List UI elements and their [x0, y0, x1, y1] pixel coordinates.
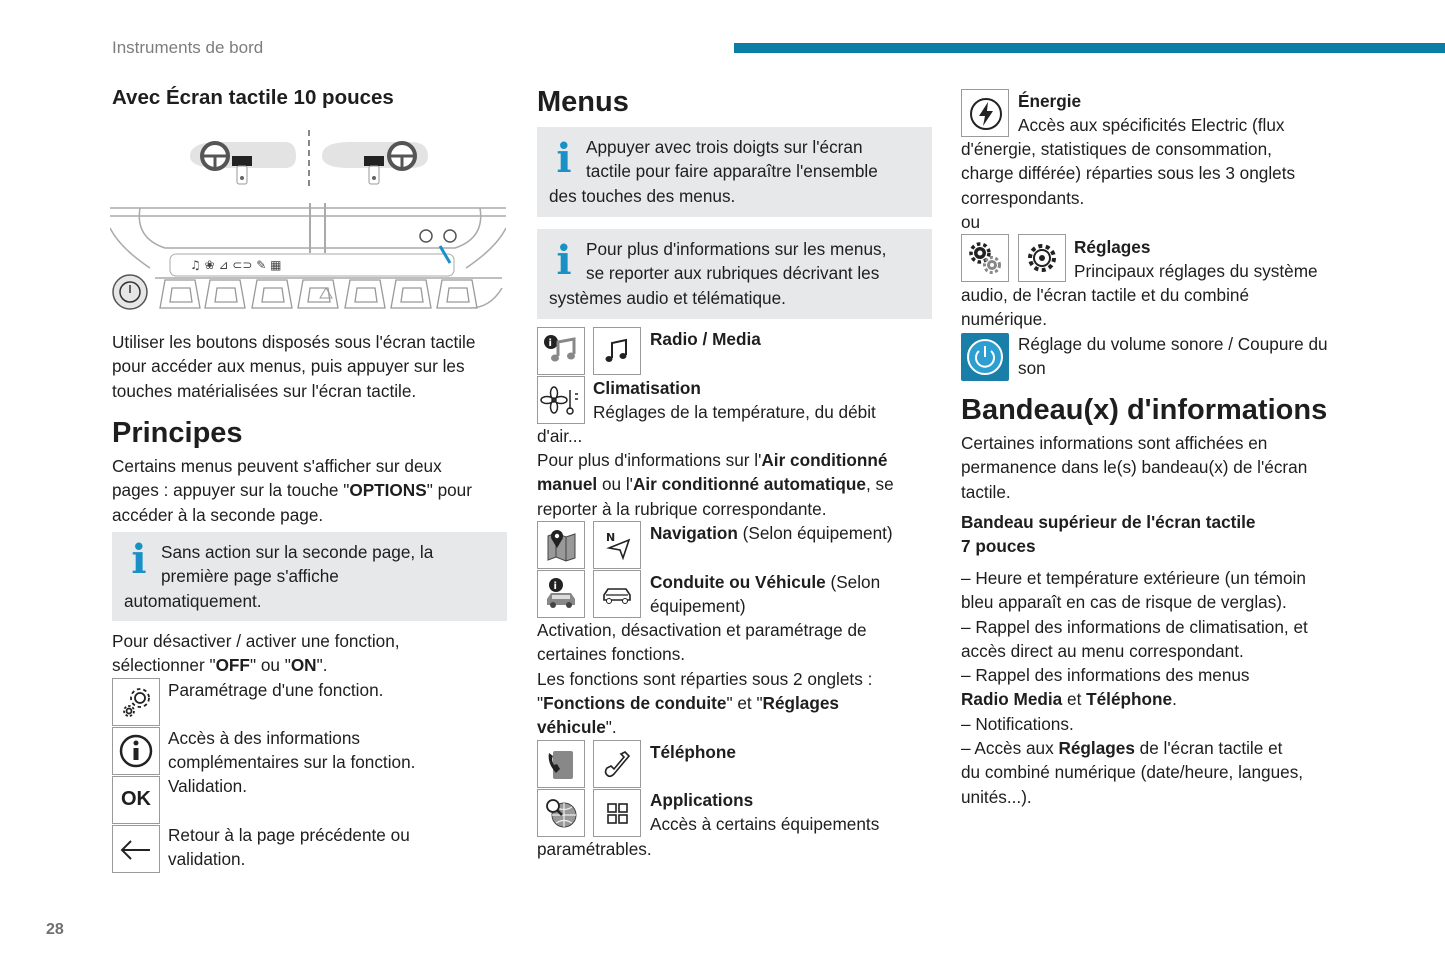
info-box-second-page: i Sans action sur la seconde page, la première page s'affiche automatiquement. [112, 532, 507, 621]
icon-row-1-text: Paramétrage d'une fonction. [168, 680, 384, 700]
dashboard-diagram [110, 128, 506, 323]
info-box-more-info: i Pour plus d'informations sur les menus, se reporter aux rubriques décrivant les systèmes audio et télématique. [537, 229, 932, 319]
info-circle-icon [112, 727, 160, 775]
applications-title: Applications [650, 790, 754, 810]
bandeau-bullet-list [961, 566, 1356, 809]
icon-row-3-text: Validation. [168, 776, 247, 796]
vehicle-info-icon [537, 570, 585, 618]
deactivate-paragraph: Pour désactiver / activer une fonction, sélectionner "OFF" ou "ON". [112, 631, 400, 676]
reglages-title: Réglages [1074, 237, 1151, 257]
info-icon: i [556, 237, 572, 284]
icon-row-2-text: Accès à des informations complémentaires sur la fonction. [168, 728, 416, 773]
climatisation-more: Pour plus d'informations sur l'Air conditionné manuel ou l'Air conditionné automatique, se reporter à la rubrique correspondante. [537, 450, 894, 519]
reglages-text-1: Principaux réglages du système [1074, 261, 1318, 281]
section-accent-bar [734, 43, 1445, 53]
info-box-three-fingers: i Appuyer avec trois doigts sur l'écran tactile pour faire apparaître l'ensemble des touches des menus. [537, 127, 932, 217]
reglages-text-rest: audio, de l'écran tactile et du combiné numérique. [961, 285, 1250, 330]
principes-paragraph: Certains menus peuvent s'afficher sur deux pages : appuyer sur la touche "OPTIONS" pour accéder à la seconde page. [112, 456, 472, 525]
menus-heading: Menus [537, 86, 629, 118]
svg-text:♫ ❀ ⊿ ⊂⊃ ✎ ▦: ♫ ❀ ⊿ ⊂⊃ ✎ ▦ [190, 258, 282, 272]
compass-arrow-icon [593, 521, 641, 569]
list-item: – Heure et température extérieure (un témoin bleu apparaît en cas de risque de verglas). [961, 568, 1306, 613]
applications-text-2: paramétrables. [537, 839, 652, 859]
icon-row-4-text: Retour à la page précédente ou validation. [168, 825, 410, 870]
bandeau-heading: Bandeau(x) d'informations [961, 394, 1328, 426]
telephone-title: Téléphone [650, 742, 736, 762]
section-header: Instruments de bord [112, 38, 264, 57]
phone-handset-icon [593, 740, 641, 788]
svg-text:N: N [606, 531, 616, 544]
volume-power-icon [961, 333, 1009, 381]
phone-contacts-icon [537, 740, 585, 788]
car-right-hand-drive-icon [322, 142, 428, 184]
climatisation-text-2: d'air... [537, 426, 583, 446]
svg-text:i: i [548, 338, 552, 349]
volume-text: Réglage du volume sonore / Coupure du son [1018, 334, 1328, 379]
climate-fan-icon [537, 376, 585, 424]
bandeau-intro: Certaines informations sont affichées en permanence dans le(s) bandeau(x) de l'écran tactile. [961, 433, 1308, 502]
ok-icon: OK [112, 776, 160, 824]
settings-gears-icon [961, 234, 1009, 282]
conduite-text: Activation, désactivation et paramétrage de certaines fonctions. Les fonctions sont réparties sous 2 onglets : "Fonctions de conduite" et "Réglages véhicule". [537, 620, 873, 738]
intro-paragraph: Utiliser les boutons disposés sous l'écran tactile pour accéder aux menus, puis appuyer sur les touches matérialisées sur l'écran tactile. [112, 332, 476, 401]
bandeau-subtitle: Bandeau supérieur de l'écran tactile 7 pouces [961, 512, 1256, 557]
list-item: – Rappel des informations des menus Radio Media et Téléphone. [961, 665, 1250, 710]
energy-title: Énergie [1018, 91, 1082, 111]
music-note-icon [593, 327, 641, 375]
apps-grid-icon [593, 789, 641, 837]
conduite-title: Conduite ou Véhicule (Selon équipement) [650, 572, 881, 617]
radio-media-title: Radio / Media [650, 329, 761, 349]
energy-bolt-icon [961, 89, 1009, 137]
connected-apps-icon [537, 789, 585, 837]
radio-media-info-icon [537, 327, 585, 375]
list-item: – Rappel des informations de climatisation, et accès direct au menu correspondant. [961, 616, 1308, 661]
energy-text-rest: d'énergie, statistiques de consommation, charge différée) réparties sous les 3 onglets correspondants. ou [961, 139, 1296, 232]
navigation-title: Navigation (Selon équipement) [650, 523, 893, 543]
climatisation-text-1: Réglages de la température, du débit [593, 402, 876, 422]
car-icon [593, 570, 641, 618]
svg-text:i: i [553, 581, 557, 592]
car-left-hand-drive-icon [190, 142, 296, 184]
climatisation-title: Climatisation [593, 378, 701, 398]
page-number: 28 [46, 921, 64, 938]
settings-gear-icon [1018, 234, 1066, 282]
principes-heading: Principes [112, 417, 243, 449]
list-item: – Notifications. [961, 713, 1074, 734]
touchscreen-10-title: Avec Écran tactile 10 pouces [112, 86, 394, 109]
applications-text-1: Accès à certains équipements [650, 814, 880, 834]
energy-text-1: Accès aux spécificités Electric (flux [1018, 115, 1285, 135]
list-item: – Accès aux Réglages de l'écran tactile et du combiné numérique (date/heure, langues, unités...). [961, 738, 1304, 807]
back-arrow-icon [112, 825, 160, 873]
navigation-map-icon [537, 521, 585, 569]
info-icon: i [131, 536, 147, 583]
info-icon: i [556, 135, 572, 182]
gear-settings-icon [112, 678, 160, 726]
